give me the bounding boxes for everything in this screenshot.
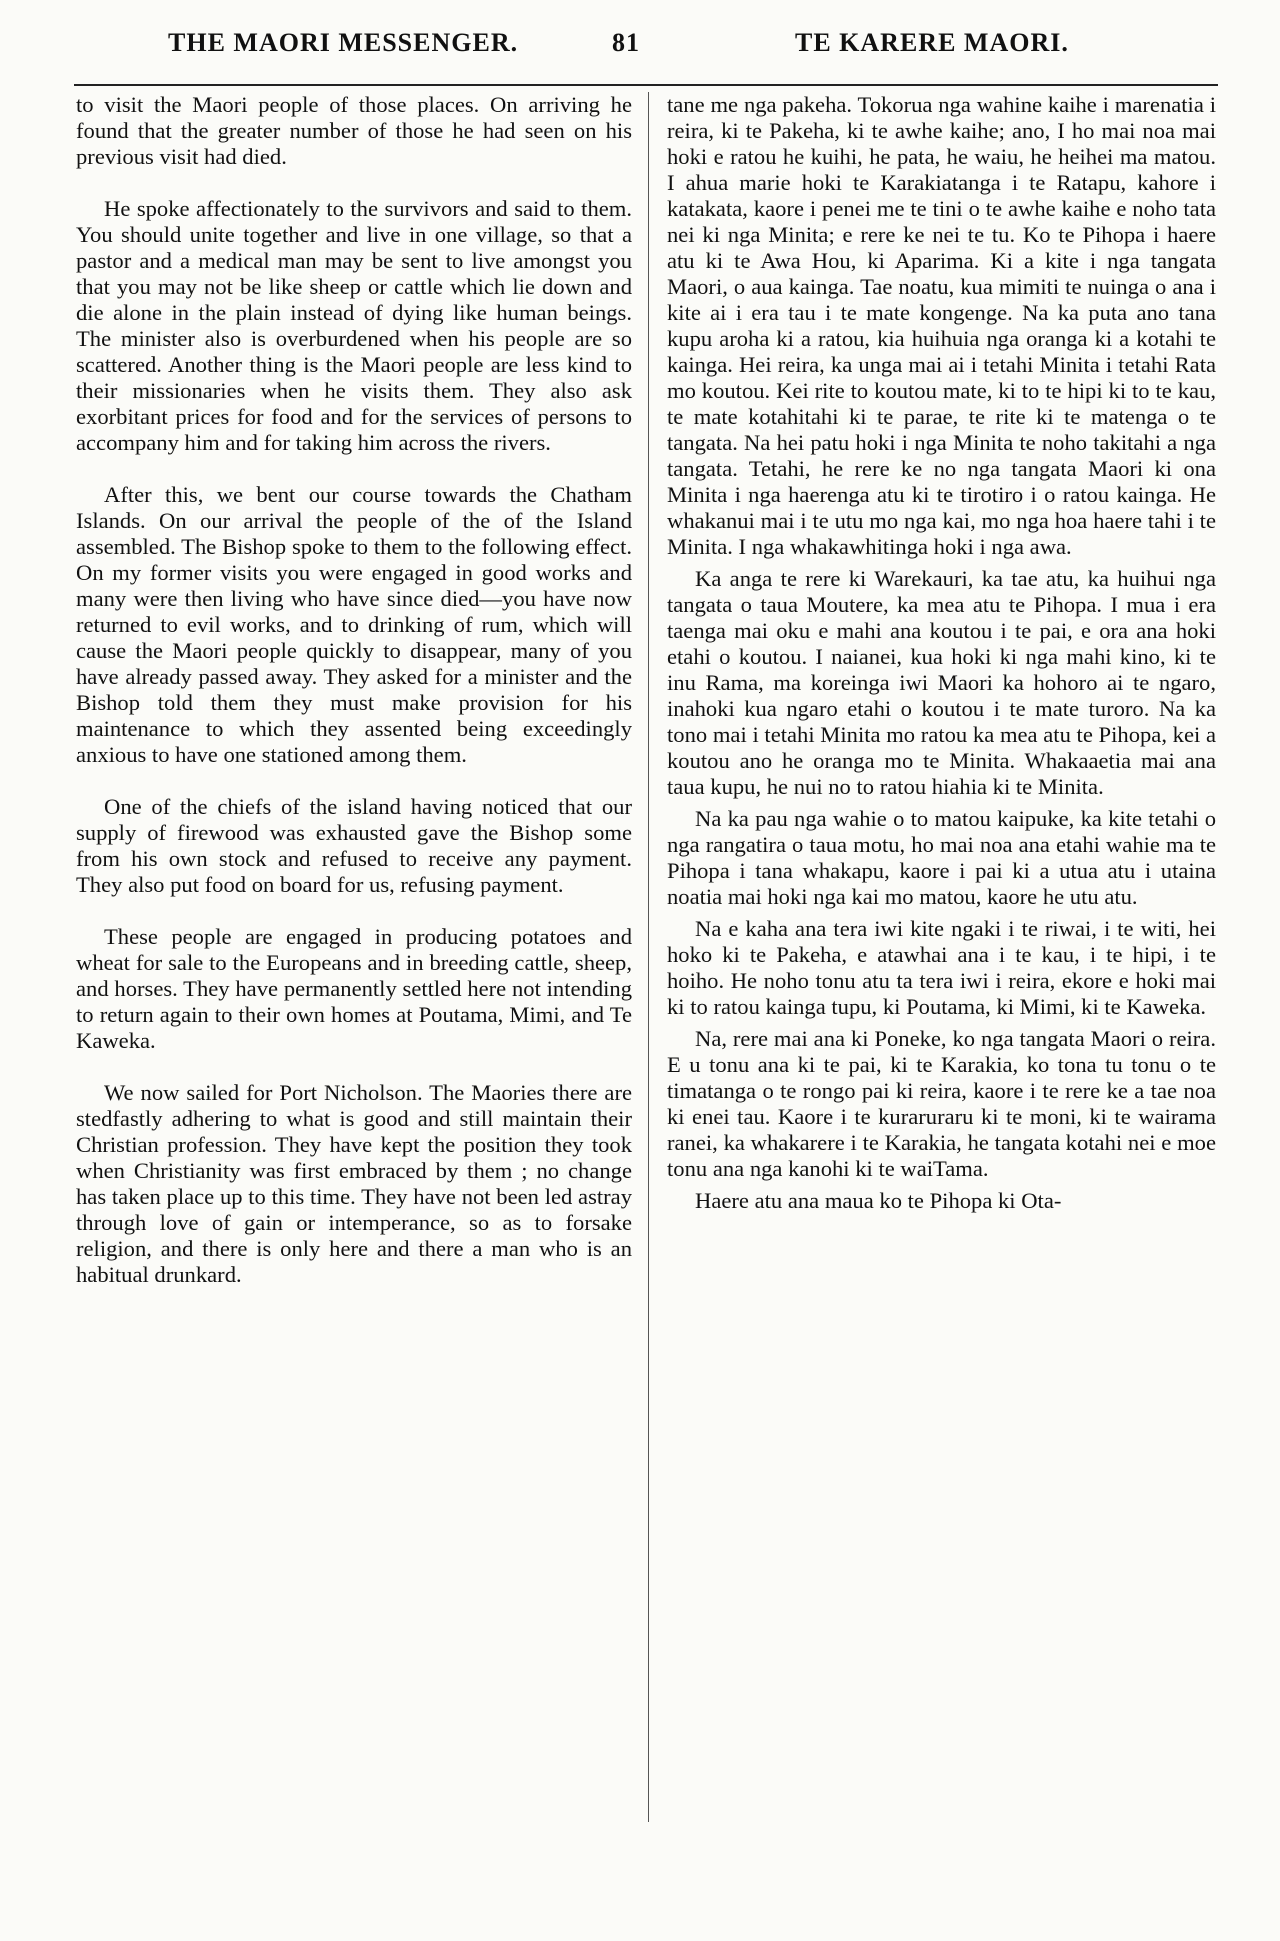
page-header xyxy=(0,22,1280,62)
english-paragraph: These people are engaged in producing potatoes and wheat for sale to the Europeans and in breeding cattle, sheep, and horses. They have permanently settled here not intending to return again to their own homes at Poutama, Mimi, and Te Kaweka. xyxy=(76,924,632,1053)
english-paragraph: to visit the Maori people of those places. On arriving he found that the greater number of those he had seen on his previous visit had died. xyxy=(76,92,632,169)
maori-paragraph: Ka anga te rere ki Warekauri, ka tae atu, ka huihui nga tangata o taua Moutere, ka mea atu te Pihopa. I mua i era taenga mai oku e mahi ana koutou i te pai, e ora ana hoki etahi o koutou. I naianei, kua hoki ki nga mahi kino, ki te inu Rama, ma koreinga iwi Maori ka hohoro ai te ngaro, inahoki kua ngaro etahi o koutou i te mate turoro. Na ka tono mai i tetahi Minita mo ratou ka mea atu te Pihopa, kei a koutou ano he oranga mo te Minita. Whakaaetia mai ana taua kupu, he nui no to ratou hiahia ki te Minita. xyxy=(667,566,1216,799)
maori-masthead: TE KARERE MAORI. xyxy=(795,28,1069,57)
english-paragraph: We now sailed for Port Nicholson. The Maories there are stedfastly adhering to what is good and still maintain their Christian profession. They have kept the position they took when Christianity was first embraced by them ; no change has taken place up to this time. They have not been led astray through love of gain or intemperance, so as to forsake religion, and there is only here and there a man who is an habitual drunkard. xyxy=(76,1080,632,1287)
page-number: 81 xyxy=(612,28,640,57)
english-paragraph: He spoke affectionately to the survivors and said to them. You should unite together and live in one village, so that a pastor and a medical man may be sent to live amongst you that you may not be like sheep or cattle which lie down and die alone in the plain instead of dying like human beings. The minister also is overburdened when his people are so scattered. Another thing is the Maori people are less kind to their missionaries when he visits them. They also ask exorbitant prices for food and for the services of persons to accompany him and for taking him across the rivers. xyxy=(76,196,632,455)
maori-paragraph: tane me nga pakeha. Tokorua nga wahine kaihe i marenatia i reira, ki te Pakeha, ki te awhe kaihe; ano, I ho mai noa mai hoki e ratou he kuihi, he pata, he waiu, he heihei ma matou. I ahua marie hoki te Karakiatanga i te Ratapu, kahore i katakata, kaore i penei me te tini o te awhe kaihe e noho tata nei ki nga Minita; e rere ke nei te tu. Ko te Pihopa i haere atu ki te Awa Hou, ki Aparima. Ki a kite i nga tangata Maori, o aua kainga. Tae noatu, kua mimiti te nuinga o ana i kite ai i era tau i te mate kongenge. Na ka puta ano tana kupu aroha ki a ratou, kia huihuia nga oranga ki a kotahi te kainga. Hei reira, ka unga mai ai i tetahi Minita i tetahi Rata mo koutou. Kei rite to koutou mate, ki to te hipi ki to te kau, te mate kotahitahi ki te parae, te rite ki te matenga o te tangata. Na hei patu hoki i nga Minita te noho takitahi a nga tangata. Tetahi, he rere ke no nga tangata Maori ki ona Minita i nga haerenga atu ki te tirotiro i o ratou kainga. He whakanui mai i te utu mo nga kai, mo nga hoa haere tahi i te Minita. I nga whakawhitinga hoki i nga awa. xyxy=(667,92,1216,559)
header-rule xyxy=(74,84,1218,86)
maori-paragraph: Na, rere mai ana ki Poneke, ko nga tangata Maori o reira. E u tonu ana ki te pai, ki te Karakia, ko tona tu tonu o te timatanga o te rongo pai ki reira, kaore i te rere ke a tae noa ki enei tau. Kaore i te kuraruraru ki te moni, ki te wairama ranei, ka whakarere i te Karakia, he tangata kotahi nei e moe tonu ana nga kanohi ki te waiTama. xyxy=(667,1026,1216,1181)
maori-column xyxy=(667,92,1216,1220)
column-divider xyxy=(648,92,649,1822)
english-column xyxy=(76,92,632,1314)
maori-paragraph: Na e kaha ana tera iwi kite ngaki i te riwai, i te witi, hei hoko ki te Pakeha, e atawhai ana i te kau, i te hipi, i te hoiho. He noho tonu atu ta tera iwi i reira, ekore e hoki mai ki to ratou kainga tupu, ki Poutama, ki Mimi, ki te Kaweka. xyxy=(667,916,1216,1019)
english-paragraph: One of the chiefs of the island having noticed that our supply of firewood was exhausted gave the Bishop some from his own stock and refused to receive any payment. They also put food on board for us, refusing payment. xyxy=(76,794,632,897)
maori-paragraph: Na ka pau nga wahie o to matou kaipuke, ka kite tetahi o nga rangatira o taua motu, ho mai noa ana etahi wahie ma te Pihopa i tana whakapu, kaore i pai ki a utua atu i utaina noatia mai hoki nga kai mo matou, kaore he utu atu. xyxy=(667,806,1216,909)
english-masthead: THE MAORI MESSENGER. xyxy=(168,28,519,57)
english-paragraph: After this, we bent our course towards the Chatham Islands. On our arrival the people of the of the Island assembled. The Bishop spoke to them to the following effect. On my former visits you were engaged in good works and many were then living who have since died—you have now returned to evil works, and to drinking of rum, which will cause the Maori people quickly to disappear, many of you have already passed away. They asked for a minister and the Bishop told them they must make provision for his maintenance to which they assented being exceedingly anxious to have one stationed among them. xyxy=(76,482,632,767)
maori-paragraph: Haere atu ana maua ko te Pihopa ki Ota- xyxy=(695,1188,1062,1213)
